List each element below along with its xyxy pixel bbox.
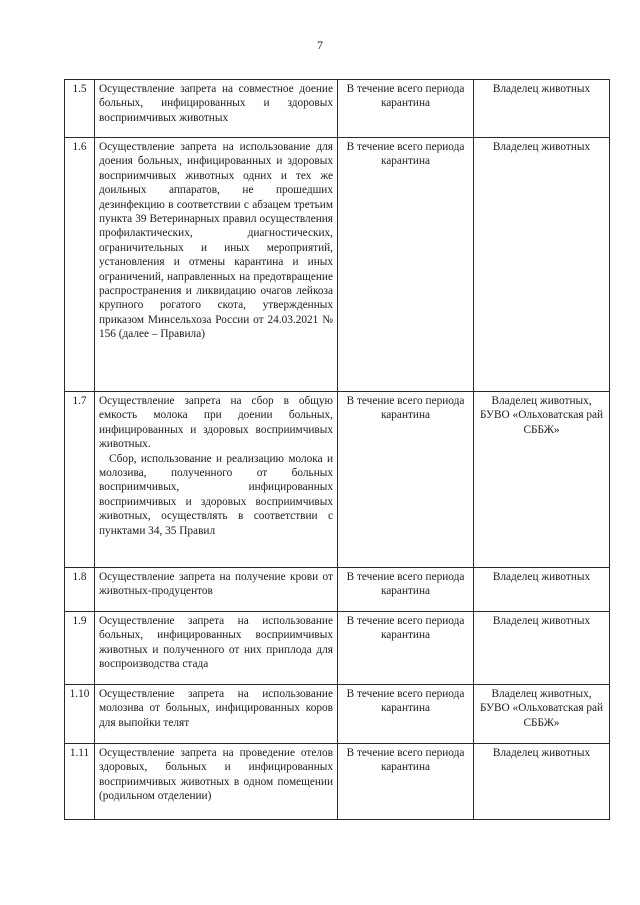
- responsible-cell: Владелец животных, БУВО «Ольховатская рай СББЖ»: [474, 685, 610, 744]
- responsible-cell: Владелец животных: [474, 744, 610, 820]
- table-row: [65, 80, 610, 138]
- row-number: 1.11: [65, 744, 95, 820]
- table-row: [65, 568, 610, 612]
- responsible-cell: Владелец животных: [474, 612, 610, 685]
- term-cell: В течение всего периода карантина: [338, 80, 474, 138]
- page-number: 7: [317, 38, 323, 52]
- measure-cell: [95, 685, 338, 744]
- table-row: [65, 392, 610, 568]
- term-cell: В течение всего периода карантина: [338, 612, 474, 685]
- row-number: 1.8: [65, 568, 95, 612]
- measure-text: Осуществление запрета на сбор в общую емкость молока при доении больных, инфицированных и здоровых восприимчивых животных.: [99, 395, 333, 451]
- responsible-cell: Владелец животных: [474, 80, 610, 138]
- measure-cell: [95, 138, 338, 392]
- measure-cell: [95, 80, 338, 138]
- measure-text: Осуществление запрета на проведение отелов здоровых, больных и инфицированных восприимчивых животных в одном помещении (родильном отделении): [99, 747, 333, 803]
- measure-text: Осуществление запрета на использование больных, инфицированных восприимчивых животных и полученного от них приплода для воспроизводства стада: [99, 615, 333, 671]
- table-row: [65, 138, 610, 392]
- measure-cell: [95, 392, 338, 568]
- row-number: 1.10: [65, 685, 95, 744]
- table-row: [65, 744, 610, 820]
- responsible-cell: Владелец животных: [474, 138, 610, 392]
- term-cell: В течение всего периода карантина: [338, 138, 474, 392]
- measure-text: Осуществление запрета на использование молозива от больных, инфицированных коров для выпойки телят: [99, 688, 333, 729]
- term-cell: В течение всего периода карантина: [338, 568, 474, 612]
- measure-text: Осуществление запрета на использование для доения больных, инфицированных и здоровых восприимчивых животных одних и тех же доильных аппаратов, не прошедших дезинфекцию в соответствии с абзацем третьим пункта 39 Ветеринарных правил осуществления профилактических, диагностических, ограничительных и иных мероприятий, установления и отмены карантина и иных ограничений, направленных на предотвращение распространения и ликвидацию очагов лейкоза крупного рогатого скота, утвержденных приказом Минсельхоза России от 24.03.2021 № 156 (далее – Правила): [99, 141, 333, 341]
- measure-cell: [95, 568, 338, 612]
- table-row: [65, 685, 610, 744]
- table-row: [65, 612, 610, 685]
- measure-text: Осуществление запрета на получение крови от животных-продуцентов: [99, 571, 333, 598]
- responsible-cell: Владелец животных: [474, 568, 610, 612]
- row-number: 1.9: [65, 612, 95, 685]
- term-cell: В течение всего периода карантина: [338, 744, 474, 820]
- measure-cell: [95, 612, 338, 685]
- measure-cell: [95, 744, 338, 820]
- row-number: 1.5: [65, 80, 95, 138]
- measures-table: [64, 79, 610, 820]
- row-number: 1.7: [65, 392, 95, 568]
- measure-text: Сбор, использование и реализацию молока и молозива, полученного от больных восприимчивых, инфицированных восприимчивых и здоровых восприимчивых животных, осуществлять в соответствии с пунктами 34, 35 Правил: [99, 452, 333, 537]
- responsible-cell: Владелец животных, БУВО «Ольховатская рай СББЖ»: [474, 392, 610, 568]
- row-number: 1.6: [65, 138, 95, 392]
- term-cell: В течение всего периода карантина: [338, 685, 474, 744]
- term-cell: В течение всего периода карантина: [338, 392, 474, 568]
- measure-text: Осуществление запрета на совместное доение больных, инфицированных и здоровых восприимчивых животных: [99, 83, 333, 124]
